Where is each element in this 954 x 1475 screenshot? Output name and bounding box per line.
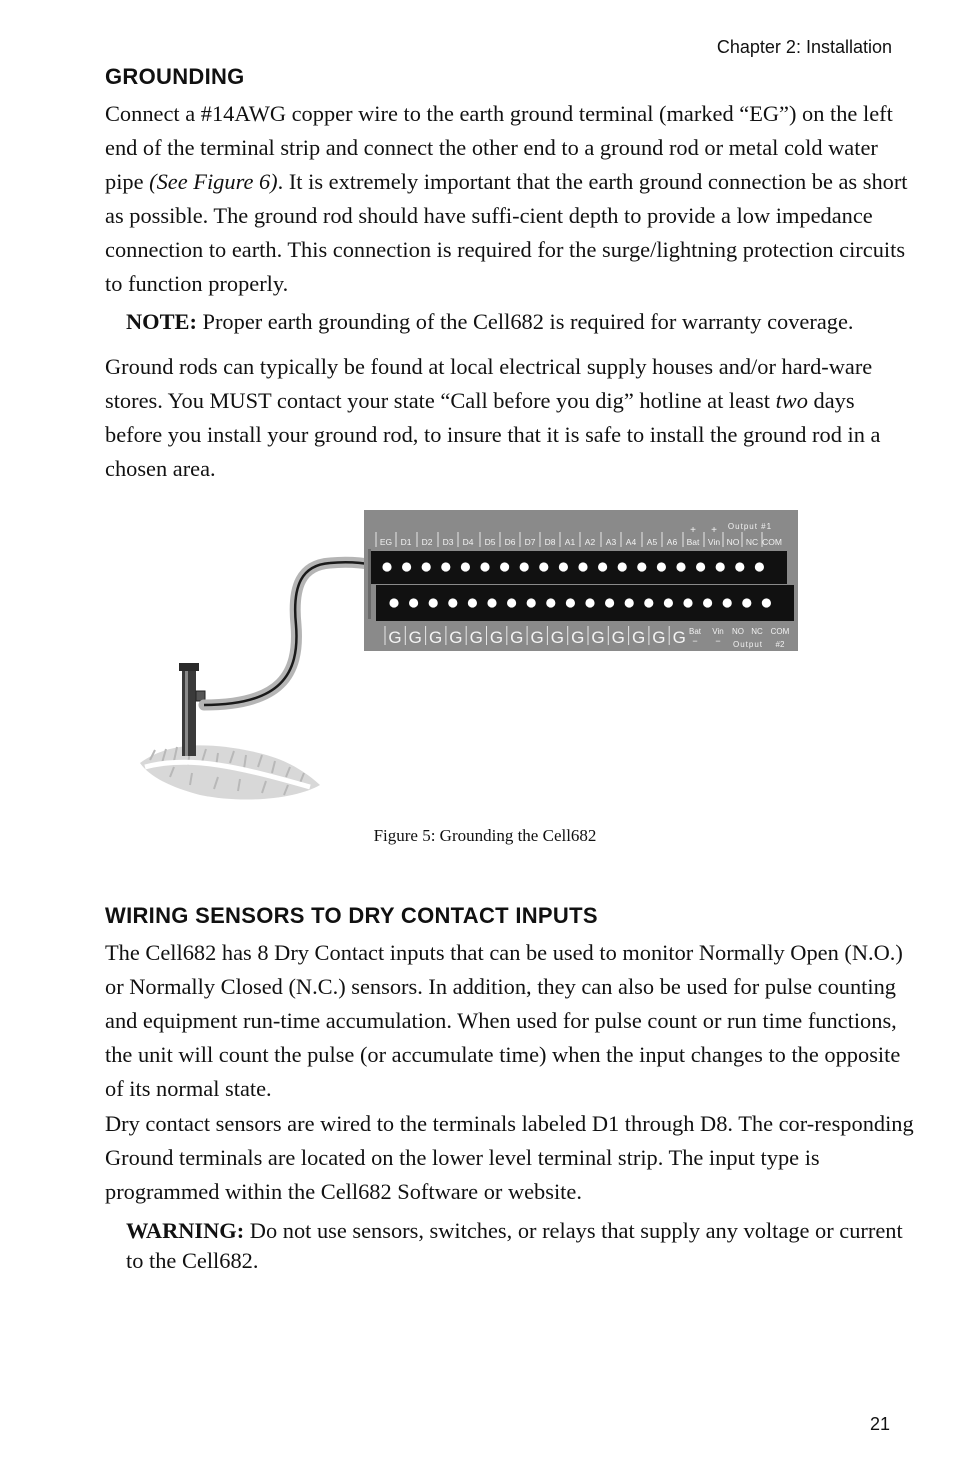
terminal-label: A2 <box>584 537 596 547</box>
terminal-screw <box>657 562 666 571</box>
ground-terminal-label: G <box>408 628 422 647</box>
terminal-label: NO <box>732 627 744 636</box>
terminal-screw <box>500 562 509 571</box>
terminal-label: D3 <box>442 537 454 547</box>
grounding-illustration <box>130 505 810 815</box>
ground-terminal-label: G <box>489 628 504 647</box>
terminal-screw <box>637 562 646 571</box>
ground-wire <box>204 562 384 705</box>
terminal-screw <box>723 598 732 607</box>
grounding-figure <box>130 505 810 815</box>
output-2-number: #2 <box>775 640 785 649</box>
terminal-screw <box>676 562 685 571</box>
terminal-label: NO <box>726 537 740 547</box>
terminal-label: NC <box>745 537 759 547</box>
terminal-screw <box>422 562 431 571</box>
terminal-label: Vin <box>712 627 724 636</box>
wiring-paragraph-2: Dry contact sensors are wired to the terminals labeled D1 through D8. The cor-responding Ground terminals are located on the lower level terminal strip. The input type is programmed within the Cell682 Software or website. <box>105 1111 914 1204</box>
terminal-screw <box>409 598 418 607</box>
warning-text: Do not use sensors, switches, or relays that supply any voltage or current to the Cell682. <box>126 1218 903 1273</box>
ground-grass <box>140 745 320 799</box>
terminal-screw <box>566 598 575 607</box>
terminal-screw <box>468 598 477 607</box>
terminal-screw <box>683 598 692 607</box>
wiring-paragraph-1: The Cell682 has 8 Dry Contact inputs that can be used to monitor Normally Open (N.O.) or Normally Closed (N.C.) sensors. In addition, they can also be used for pulse counting and equipment run-time accumulation. When used for pulse count or run time functions, the unit will count the pulse (or accumulate time) when the input changes to the opposite of its normal state. <box>105 940 903 1101</box>
grounding-paragraph-1 <box>105 97 915 301</box>
terminal-screw <box>487 598 496 607</box>
terminal-screw <box>382 562 391 571</box>
text-run: Ground rods can typically be found at local electrical supply houses and/or hard-ware stores. You MUST contact your state “Call before you dig” hotline at least <box>105 354 873 413</box>
terminal-label: A3 <box>605 537 617 547</box>
ground-terminal-label: G <box>530 628 544 647</box>
terminal-screw <box>402 562 411 571</box>
plus-sign: + <box>711 525 717 536</box>
emphasis: two <box>775 388 808 413</box>
terminal-screw <box>735 562 744 571</box>
ground-terminal-label: G <box>652 628 666 647</box>
terminal-label: D4 <box>462 537 474 547</box>
wiring-warning <box>126 1216 916 1276</box>
terminal-screw <box>598 562 607 571</box>
terminal-screw <box>578 562 587 571</box>
terminal-screw <box>441 562 450 571</box>
terminal-screw <box>644 598 653 607</box>
note-label: NOTE: <box>126 309 197 334</box>
terminal-screw <box>480 562 489 571</box>
terminal-label: D1 <box>400 537 412 547</box>
text-run: . It is extremely important that the earth ground connection be as short as possible. The ground rod should have suffi-cient depth to provide a low impedance connection to earth. This connection is required for the surge/lightning protection circuits to function properly. <box>105 169 908 296</box>
page-number: 21 <box>869 1414 890 1434</box>
terminal-screw <box>546 598 555 607</box>
ground-terminal-label: G <box>550 628 565 647</box>
terminal-label: Vin <box>707 537 721 547</box>
terminal-screw <box>448 598 457 607</box>
output-2-label: Output <box>732 640 764 649</box>
ground-terminal-label: G <box>591 628 605 647</box>
terminal-label: A6 <box>666 537 678 547</box>
ground-terminal-label: G <box>611 628 625 647</box>
figure-caption: Figure 5: Grounding the Cell682 <box>373 826 597 845</box>
terminal-screw <box>539 562 548 571</box>
ground-terminal-label: G <box>510 628 524 647</box>
terminal-label: D6 <box>504 537 516 547</box>
terminal-label: EG <box>379 537 393 547</box>
warning-label: WARNING: <box>126 1218 245 1243</box>
terminal-screw <box>605 598 614 607</box>
terminal-label: A1 <box>564 537 576 547</box>
terminal-label: D7 <box>524 537 536 547</box>
section-heading-wiring: WIRING SENSORS TO DRY CONTACT INPUTS <box>105 903 598 928</box>
terminal-label: Bat <box>686 537 700 547</box>
ground-terminal-label: G <box>672 628 686 647</box>
minus-sign: − <box>692 636 698 646</box>
section-heading-grounding: GROUNDING <box>105 64 245 89</box>
terminal-label: COM <box>762 537 782 547</box>
output-1-label: Output #1 <box>727 522 773 531</box>
terminal-screw <box>429 598 438 607</box>
ground-terminal-label: G <box>388 628 402 647</box>
plus-sign: + <box>690 525 696 536</box>
figure-reference: (See Figure 6) <box>149 169 278 194</box>
terminal-screw <box>527 598 536 607</box>
terminal-screw <box>716 562 725 571</box>
terminal-label: NC <box>751 627 763 636</box>
terminal-label: D2 <box>421 537 433 547</box>
ground-terminal-label: G <box>631 628 646 647</box>
ground-terminal-label: G <box>571 628 585 647</box>
ground-terminal-label: G <box>428 628 443 647</box>
text-run: days before you install your ground rod, to insure that it is safe to install the ground rod in a chosen area. <box>105 388 881 481</box>
ground-terminal-label: G <box>469 628 483 647</box>
terminal-screw <box>461 562 470 571</box>
terminal-screw <box>703 598 712 607</box>
terminal-screw <box>742 598 751 607</box>
terminal-screw <box>625 598 634 607</box>
running-head: Chapter 2: Installation <box>716 37 892 57</box>
minus-sign: − <box>715 636 721 646</box>
terminal-label: A4 <box>625 537 637 547</box>
terminal-label: A5 <box>646 537 658 547</box>
terminal-screw <box>755 562 764 571</box>
terminal-label: Bat <box>688 627 702 636</box>
note-text: Proper earth grounding of the Cell682 is required for warranty coverage. <box>196 309 854 334</box>
grounding-note <box>126 307 916 337</box>
terminal-screw <box>520 562 529 571</box>
terminal-screw <box>762 598 771 607</box>
text-run: Connect a #14AWG copper wire to the earth ground terminal (marked “EG”) on the left end of the terminal strip and connect the other end to a ground rod or metal cold water pipe <box>105 101 893 194</box>
terminal-screw <box>696 562 705 571</box>
ground-terminal-label: G <box>449 628 463 647</box>
terminal-screw <box>559 562 568 571</box>
terminal-screw <box>585 598 594 607</box>
terminal-screw <box>507 598 516 607</box>
grounding-paragraph-2 <box>105 350 915 486</box>
terminal-label: D8 <box>544 537 556 547</box>
terminal-screw <box>389 598 398 607</box>
terminal-screw <box>618 562 627 571</box>
terminal-screw <box>664 598 673 607</box>
terminal-label: D5 <box>484 537 496 547</box>
terminal-label: COM <box>770 627 790 636</box>
